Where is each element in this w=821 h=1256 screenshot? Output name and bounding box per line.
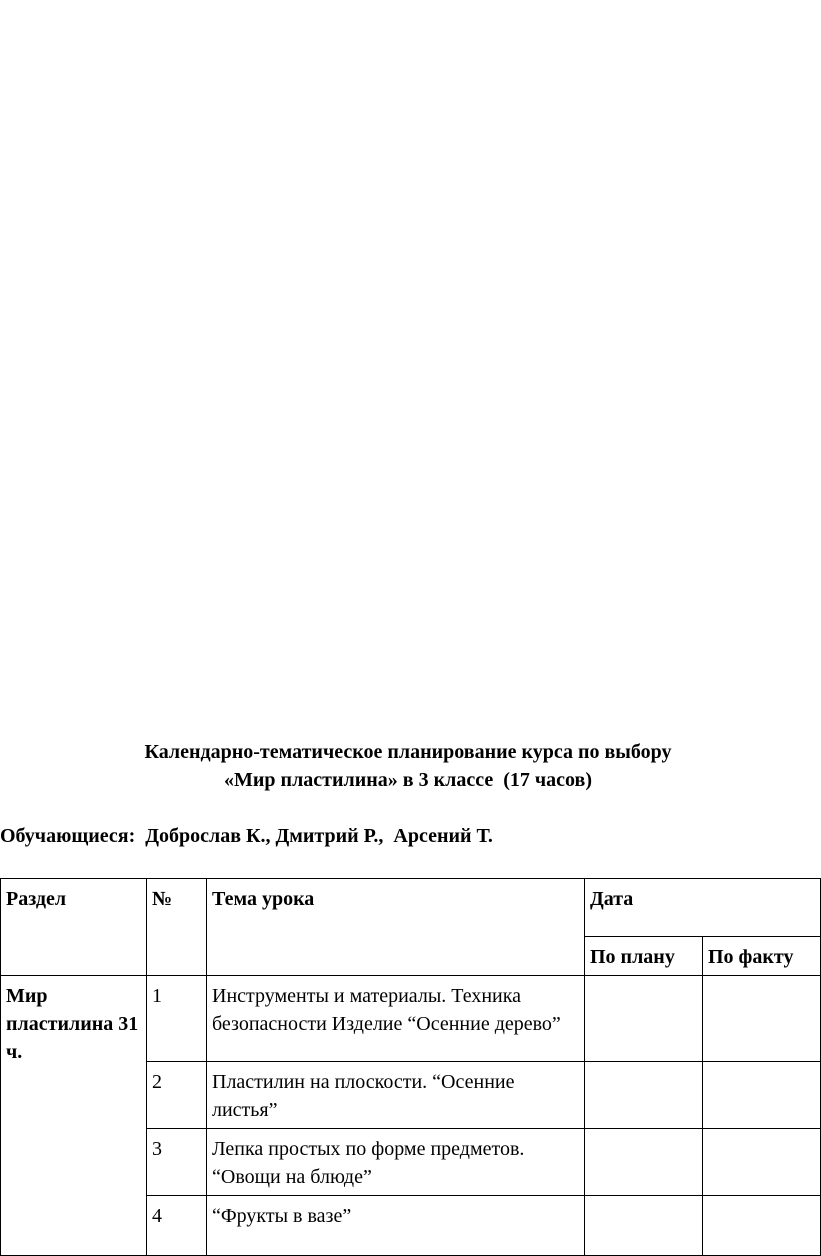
row-topic: Пластилин на плоскости. “Осенние листья” [207,1062,585,1129]
header-date: Дата [585,879,821,937]
page-title [0,738,816,794]
row-topic: Лепка простых по форме предметов. “Овощи на блюде” [207,1129,585,1196]
title-line-2: «Мир пластилина» в 3 классе (17 часов) [224,769,592,791]
row-number: 4 [147,1196,207,1256]
header-row [1,879,821,937]
row-plan-date [585,1196,703,1256]
section-cell: Мир пластилина 31 ч. [1,976,147,1256]
row-fact-date [703,1062,821,1129]
row-plan-date [585,1062,703,1129]
header-plan: По плану [585,937,703,976]
header-topic: Тема урока [207,879,585,976]
row-number: 3 [147,1129,207,1196]
header-section: Раздел [1,879,147,976]
plan-table [0,878,821,1256]
table-row [1,976,821,1062]
row-plan-date [585,1129,703,1196]
row-plan-date [585,976,703,1062]
row-number: 2 [147,1062,207,1129]
row-number: 1 [147,976,207,1062]
row-topic: “Фрукты в вазе” [207,1196,585,1256]
row-fact-date [703,1129,821,1196]
row-fact-date [703,976,821,1062]
row-topic: Инструменты и материалы. Техника безопасности Изделие “Осенние дерево” [207,976,585,1062]
plan-table-container [0,878,816,1227]
row-fact-date [703,1196,821,1256]
title-line-1: Календарно-тематическое планирование курса по выбору [144,741,672,763]
header-fact: По факту [703,937,821,976]
students-line: Обучающиеся: Доброслав К., Дмитрий Р., Арсений Т. [0,825,493,847]
header-number: № [147,879,207,976]
